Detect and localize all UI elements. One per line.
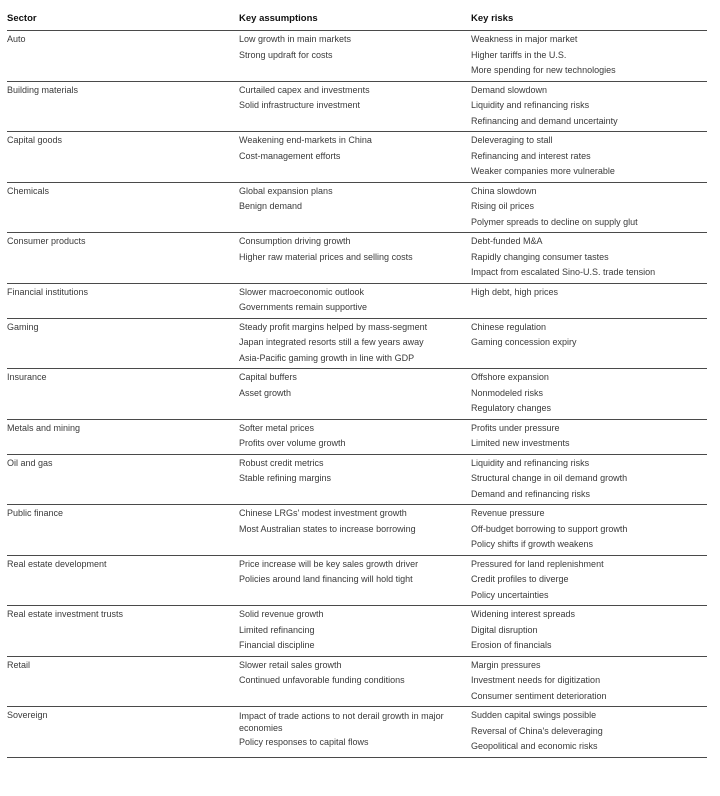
sector-cell — [7, 555, 239, 606]
risk-item: Revenue pressure — [471, 508, 545, 518]
risk-item: Regulatory changes — [471, 403, 552, 413]
risks-cell — [471, 419, 707, 454]
header-key-assumptions: Key assumptions — [239, 0, 471, 31]
sector-cell — [7, 656, 239, 707]
risk-item: Sudden capital swings possible — [471, 710, 597, 720]
risks-cell — [471, 318, 707, 369]
risk-item: Policy uncertainties — [471, 589, 549, 600]
risks-cell — [471, 606, 707, 657]
table-row — [7, 707, 707, 758]
table-body — [7, 31, 707, 758]
sector-name: Insurance — [7, 372, 47, 382]
assumptions-cell — [239, 182, 471, 233]
assumption-item: Stable refining margins — [239, 473, 332, 483]
risk-item: Weaker companies more vulnerable — [471, 166, 615, 176]
assumption-item: Slower retail sales growth — [239, 659, 342, 670]
sector-name: Gaming — [7, 321, 39, 332]
sector-cell — [7, 182, 239, 233]
risk-item: Pressured for land replenishment — [471, 558, 604, 569]
assumption-item: Curtailed capex and investments — [239, 84, 370, 95]
risk-item: High debt, high prices — [471, 286, 559, 297]
header-key-risks: Key risks — [471, 0, 707, 31]
assumption-item: Cost-management efforts — [239, 150, 341, 161]
sector-name: Retail — [7, 659, 31, 670]
risks-cell — [471, 656, 707, 707]
risk-item: Refinancing and interest rates — [471, 150, 591, 161]
sector-cell — [7, 606, 239, 657]
risk-item: Gaming concession expiry — [471, 337, 577, 347]
assumption-item: Global expansion plans — [239, 185, 333, 196]
risk-item: Structural change in oil demand growth — [471, 473, 628, 483]
sector-name: Building materials — [7, 84, 79, 95]
assumption-item: Solid infrastructure investment — [239, 100, 361, 110]
table-row — [7, 555, 707, 606]
assumption-item: Financial discipline — [239, 640, 315, 650]
risk-item: Rapidly changing consumer tastes — [471, 251, 609, 262]
sector-cell — [7, 318, 239, 369]
risks-cell — [471, 233, 707, 284]
risk-item: Nonmodeled risks — [471, 387, 544, 398]
table-row — [7, 283, 707, 318]
risk-item: Debt-funded M&A — [471, 236, 543, 246]
table-row — [7, 31, 707, 82]
risk-item: Weakness in major market — [471, 34, 578, 44]
assumption-item: Strong updraft for costs — [239, 49, 333, 60]
assumptions-cell — [239, 419, 471, 454]
sector-cell — [7, 505, 239, 556]
sector-name: Consumer products — [7, 236, 86, 246]
table-row — [7, 419, 707, 454]
assumption-item: Continued unfavorable funding conditions — [239, 675, 405, 685]
table-row — [7, 369, 707, 420]
assumption-item: Asset growth — [239, 387, 292, 398]
assumptions-cell — [239, 132, 471, 183]
risk-item: Liquidity and refinancing risks — [471, 457, 590, 468]
header-row — [7, 0, 707, 31]
risk-item: Polymer spreads to decline on supply glut — [471, 216, 638, 227]
sector-cell — [7, 132, 239, 183]
assumption-item: Asia-Pacific gaming growth in line with GDP — [239, 352, 415, 363]
assumptions-cell — [239, 454, 471, 505]
assumption-item: Consumption driving growth — [239, 236, 351, 246]
risk-item: Demand slowdown — [471, 84, 548, 95]
risks-cell — [471, 555, 707, 606]
assumptions-cell — [239, 233, 471, 284]
assumption-item: Policies around land financing will hold tight — [239, 574, 413, 584]
risk-item: Reversal of China's deleveraging — [471, 725, 603, 736]
assumptions-cell — [239, 505, 471, 556]
assumption-item: Robust credit metrics — [239, 457, 324, 468]
assumption-item: Impact of trade actions to not derail growth in major economies — [239, 711, 444, 733]
assumption-item: Slower macroeconomic outlook — [239, 286, 365, 297]
risk-item: Investment needs for digitization — [471, 675, 601, 685]
risk-item: Impact from escalated Sino-U.S. trade tension — [471, 267, 656, 277]
risk-item: China slowdown — [471, 185, 537, 196]
assumption-item: Higher raw material prices and selling costs — [239, 251, 413, 262]
risk-item: Higher tariffs in the U.S. — [471, 49, 567, 60]
sector-table — [7, 0, 707, 758]
risk-item: More spending for new technologies — [471, 65, 616, 75]
assumption-item: Price increase will be key sales growth driver — [239, 558, 419, 569]
assumptions-cell — [239, 31, 471, 82]
assumption-item: Limited refinancing — [239, 624, 315, 635]
sector-name: Public finance — [7, 508, 64, 518]
risk-item: Chinese regulation — [471, 321, 547, 332]
assumptions-cell — [239, 606, 471, 657]
assumption-item: Chinese LRGs' modest investment growth — [239, 508, 407, 518]
risk-item: Offshore expansion — [471, 372, 549, 382]
assumptions-cell — [239, 369, 471, 420]
table-row — [7, 656, 707, 707]
risks-cell — [471, 707, 707, 758]
assumption-item: Capital buffers — [239, 372, 297, 382]
table-row — [7, 81, 707, 132]
assumption-item: Profits over volume growth — [239, 438, 346, 448]
risk-item: Credit profiles to diverge — [471, 574, 569, 584]
assumption-item: Solid revenue growth — [239, 609, 324, 619]
assumption-item: Steady profit margins helped by mass-segment — [239, 321, 428, 332]
risk-item: Widening interest spreads — [471, 609, 576, 619]
sector-cell — [7, 454, 239, 505]
sector-name: Auto — [7, 34, 26, 44]
risk-item: Policy shifts if growth weakens — [471, 539, 594, 549]
sector-cell — [7, 31, 239, 82]
risk-item: Digital disruption — [471, 624, 538, 635]
sector-name: Metals and mining — [7, 422, 81, 433]
risks-cell — [471, 369, 707, 420]
assumptions-cell — [239, 81, 471, 132]
risk-item: Off-budget borrowing to support growth — [471, 523, 628, 534]
risk-item: Deleveraging to stall — [471, 135, 553, 145]
assumption-item: Policy responses to capital flows — [239, 737, 369, 747]
risk-item: Liquidity and refinancing risks — [471, 100, 590, 110]
risk-item: Refinancing and demand uncertainty — [471, 115, 618, 126]
assumptions-cell — [239, 318, 471, 369]
assumptions-cell — [239, 707, 471, 758]
risk-item: Margin pressures — [471, 659, 541, 670]
sector-cell — [7, 369, 239, 420]
assumption-item: Benign demand — [239, 201, 303, 211]
table-header — [7, 0, 707, 31]
risk-item: Demand and refinancing risks — [471, 488, 591, 499]
risk-item: Erosion of financials — [471, 640, 552, 650]
sector-name: Sovereign — [7, 710, 48, 720]
sector-name: Capital goods — [7, 135, 63, 145]
risk-item: Profits under pressure — [471, 422, 560, 433]
table-row — [7, 606, 707, 657]
sector-cell — [7, 283, 239, 318]
assumption-item: Governments remain supportive — [239, 302, 368, 312]
risk-item: Rising oil prices — [471, 201, 535, 211]
sector-name: Real estate development — [7, 558, 107, 569]
sector-name: Real estate investment trusts — [7, 609, 124, 619]
assumptions-cell — [239, 283, 471, 318]
risks-cell — [471, 182, 707, 233]
table-row — [7, 233, 707, 284]
sector-cell — [7, 81, 239, 132]
assumptions-cell — [239, 656, 471, 707]
sector-cell — [7, 419, 239, 454]
sector-cell — [7, 707, 239, 758]
risks-cell — [471, 454, 707, 505]
risk-item: Geopolitical and economic risks — [471, 741, 598, 751]
risks-cell — [471, 283, 707, 318]
sector-name: Oil and gas — [7, 457, 53, 468]
sector-name: Financial institutions — [7, 286, 89, 297]
risks-cell — [471, 132, 707, 183]
assumption-item: Softer metal prices — [239, 422, 315, 433]
table-row — [7, 182, 707, 233]
sector-cell — [7, 233, 239, 284]
risks-cell — [471, 31, 707, 82]
assumption-item: Weakening end-markets in China — [239, 135, 372, 145]
risk-item: Limited new investments — [471, 438, 570, 448]
assumptions-cell — [239, 555, 471, 606]
assumption-item: Japan integrated resorts still a few years away — [239, 337, 424, 347]
risk-item: Consumer sentiment deterioration — [471, 690, 607, 701]
risks-cell — [471, 81, 707, 132]
table-row — [7, 132, 707, 183]
assumption-item: Most Australian states to increase borrowing — [239, 523, 416, 534]
sector-name: Chemicals — [7, 185, 50, 196]
table-row — [7, 318, 707, 369]
risks-cell — [471, 505, 707, 556]
header-sector: Sector — [7, 0, 239, 31]
assumption-item: Low growth in main markets — [239, 34, 352, 44]
table-row — [7, 454, 707, 505]
table-row — [7, 505, 707, 556]
